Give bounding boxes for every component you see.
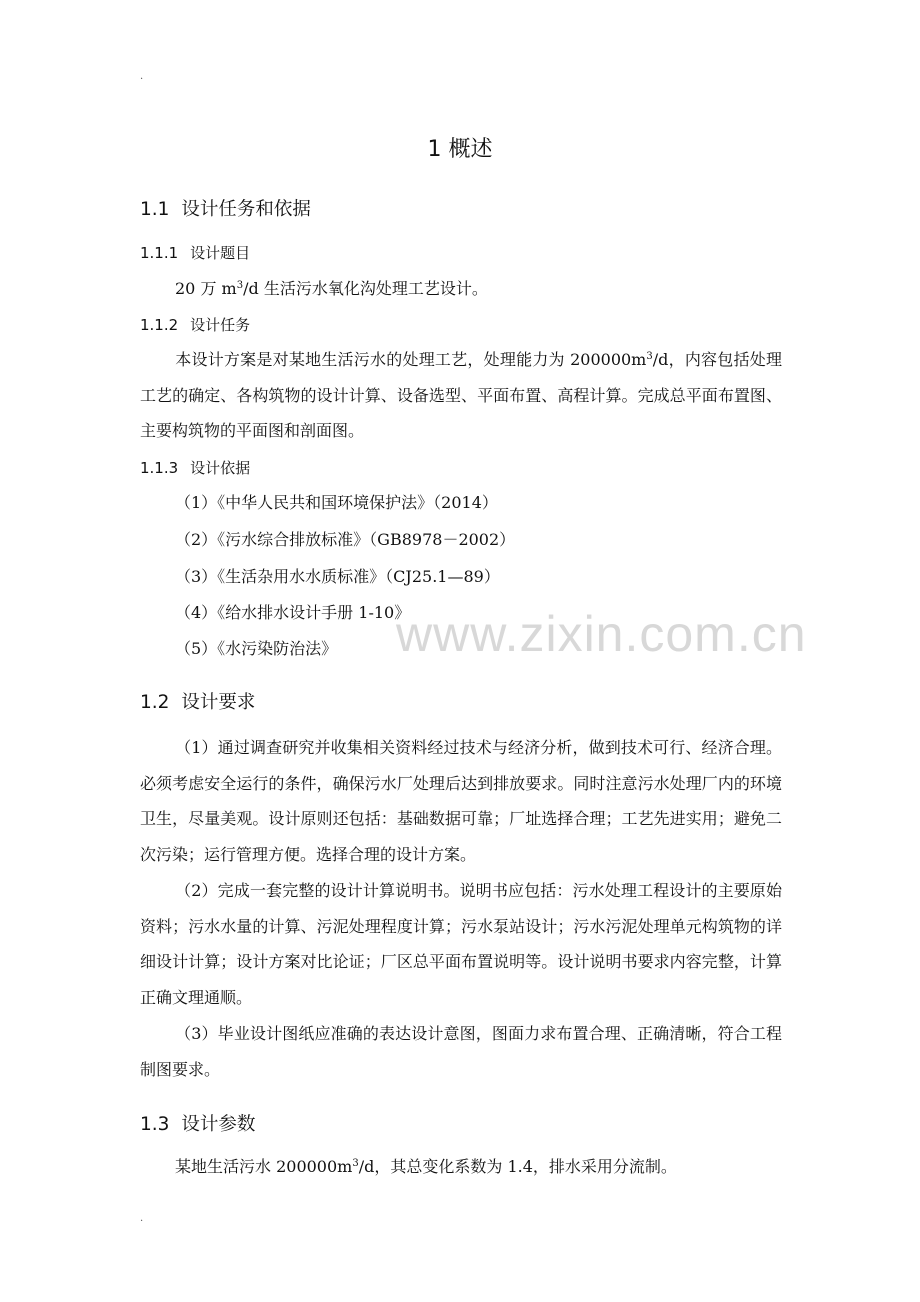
chapter-number: 1 [427,137,442,162]
subsection-title: 设计题目 [190,244,251,262]
page-marker-top: . [140,71,144,82]
subsection-number: 1.1.1 [140,244,179,262]
subsection-title: 设计任务 [190,316,251,334]
section-heading-1-3 [140,1111,255,1139]
reference-item: （4）《给水排水设计手册 1-10》 [175,603,411,622]
design-topic-text: 20 万 $m^3/d$ 生活污水氧化沟处理工艺设计。 [175,279,488,298]
reference-item: （1）《中华人民共和国环境保护法》（2014） [175,493,498,512]
reference-item: （2）《污水综合排放标准》（GB8978－2002） [175,530,516,549]
chapter-title-text: 概述 [448,137,493,162]
section-number: 1.3 [140,1114,170,1135]
section-title: 设计要求 [181,692,256,713]
section-number: 1.1 [140,199,170,220]
section-number: 1.2 [140,692,170,713]
reference-item: （3）《生活杂用水水质标准》（CJ25.1—89） [175,567,500,586]
chapter-title [0,134,920,166]
section-heading-1-2 [140,689,255,717]
subsection-heading-1-1-3 [140,456,250,480]
requirement-paragraph: （2）完成一套完整的设计计算说明书。说明书应包括：污水处理工程设计的主要原始资料；污水水量的计算、污泥处理程度计算；污水泵站设计；污水污泥处理单元构筑物的详细设计计算；设计方案对比论证；厂区总平面布置说明等。设计说明书要求内容完整，计算正确文理通顺。 [140,881,782,1007]
subsection-number: 1.1.2 [140,316,179,334]
design-parameter-text: 某地生活污水 $200000m^3/d$，其总变化系数为 1.4，排水采用分流制。 [175,1157,677,1176]
section-title: 设计参数 [181,1114,256,1135]
reference-item: （5）《水污染防治法》 [175,639,338,658]
requirement-paragraph: （1）通过调查研究并收集相关资料经过技术与经济分析，做到技术可行、经济合理。必须考虑安全运行的条件，确保污水厂处理后达到排放要求。同时注意污水处理厂内的环境卫生，尽量美观。设计原则还包括：基础数据可靠；厂址选择合理；工艺先进实用；避免二次污染；运行管理方便。选择合理的设计方案。 [140,738,782,864]
subsection-heading-1-1-1 [140,241,250,265]
section-title: 设计任务和依据 [181,199,311,220]
subsection-title: 设计依据 [190,459,251,477]
requirement-paragraph: （3）毕业设计图纸应准确的表达设计意图，图面力求布置合理、正确清晰，符合工程制图要求。 [140,1024,782,1079]
subsection-number: 1.1.3 [140,459,179,477]
page-marker-bottom: . [140,1213,144,1224]
subsection-heading-1-1-2 [140,313,250,337]
watermark: www.zixin.com.cn [396,606,807,662]
design-task-paragraph: 本设计方案是对某地生活污水的处理工艺，处理能力为 $200000m^3/d$，内容包括处理工艺的确定、各构筑物的设计计算、设备选型、平面布置、高程计算。完成总平面布置图、主要构筑物的平面图和剖面图。 [140,350,782,440]
section-heading-1-1 [140,196,311,224]
